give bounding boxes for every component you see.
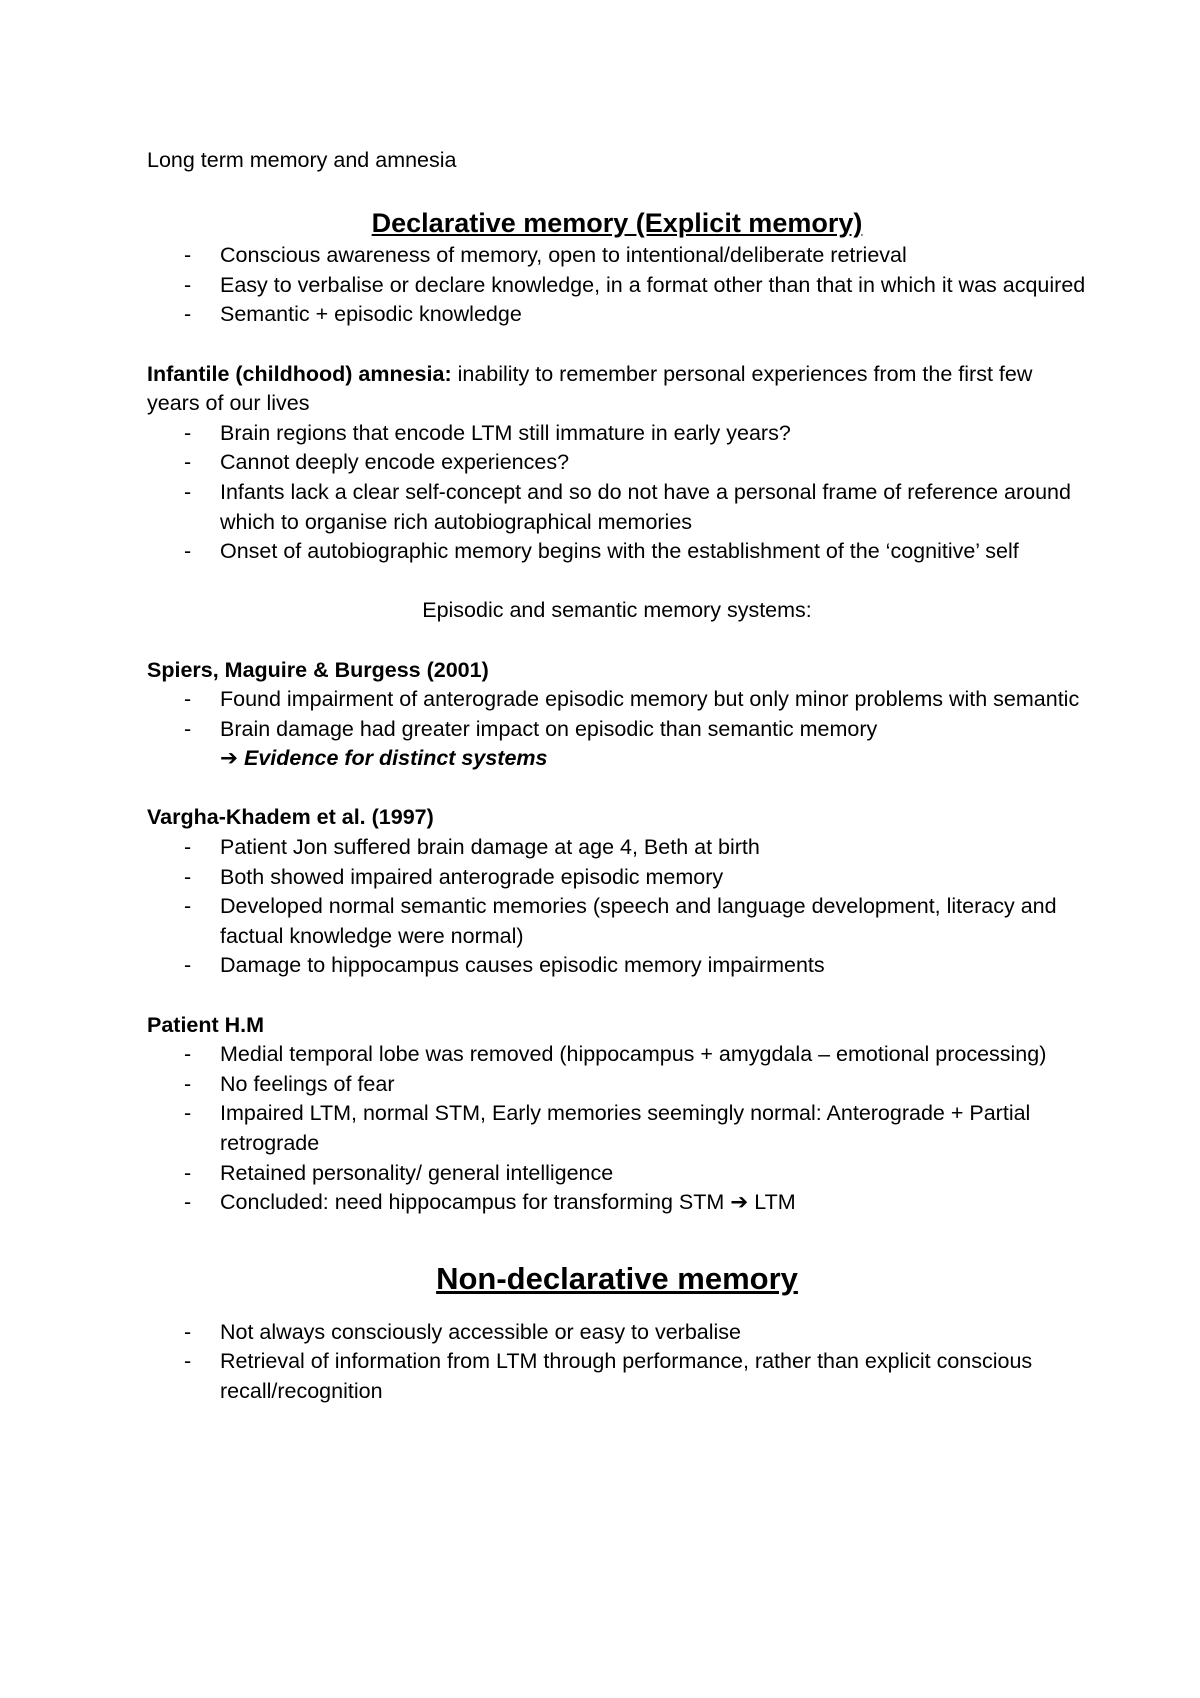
infantile-amnesia-definition: Infantile (childhood) amnesia: inability to remember personal experiences from the first few years of our lives — [147, 361, 1033, 416]
document-body — [147, 146, 1087, 1407]
list-item: - Brain regions that encode LTM still immature in early years? — [184, 420, 791, 445]
nondeclarative-heading: Non-declarative memory — [436, 1260, 798, 1296]
list-item: - No feelings of fear — [184, 1071, 395, 1096]
hm-heading: Patient H.M — [147, 1012, 265, 1037]
document-title: Long term memory and amnesia — [147, 148, 457, 172]
vargha-list — [147, 833, 1087, 981]
list-item: - Cannot deeply encode experiences? — [184, 450, 570, 475]
list-item: - Damage to hippocampus causes episodic memory impairments — [184, 953, 825, 978]
list-item: - Easy to verbalise or declare knowledge, in a format other than that in which it was acquired — [184, 272, 1086, 297]
list-item: - Conscious awareness of memory, open to intentional/deliberate retrieval — [184, 243, 907, 268]
infantile-list — [147, 419, 1087, 567]
list-item: - Infants lack a clear self-concept and so do not have a personal frame of reference around which to organise rich autobiographical memories — [184, 479, 1071, 534]
spiers-heading: Spiers, Maguire & Burgess (2001) — [147, 657, 489, 682]
nondeclarative-list — [147, 1318, 1087, 1407]
list-item: - Onset of autobiographic memory begins with the establishment of the ‘cognitive’ self — [184, 539, 1019, 564]
list-item: - Developed normal semantic memories (speech and language development, literacy and factual knowledge were normal) — [184, 894, 1057, 948]
list-item: - Patient Jon suffered brain damage at age 4, Beth at birth — [184, 835, 760, 860]
list-item: - Retrieval of information from LTM through performance, rather than explicit conscious recall/recognition — [184, 1349, 1033, 1403]
spiers-list — [147, 685, 1087, 744]
systems-subheading: Episodic and semantic memory systems: — [422, 598, 812, 623]
list-item: - Found impairment of anterograde episodic memory but only minor problems with semantic — [184, 687, 1080, 712]
list-item: - Retained personality/ general intelligence — [184, 1160, 614, 1185]
vargha-heading: Vargha-Khadem et al. (1997) — [147, 805, 434, 830]
declarative-list — [147, 241, 1087, 330]
list-item: - Impaired LTM, normal STM, Early memories seemingly normal: Anterograde + Partial retrograde — [184, 1101, 1031, 1155]
list-item: - Concluded: need hippocampus for transforming STM ➔ LTM — [184, 1190, 796, 1215]
spiers-conclusion: ➔ Evidence for distinct systems — [220, 746, 548, 771]
list-item: - Brain damage had greater impact on episodic than semantic memory — [184, 716, 878, 741]
list-item: - Semantic + episodic knowledge — [184, 302, 522, 327]
declarative-heading: Declarative memory (Explicit memory) — [371, 208, 863, 239]
list-item: - Not always consciously accessible or easy to verbalise — [184, 1319, 742, 1344]
hm-list — [147, 1040, 1087, 1218]
infantile-amnesia-term: Infantile (childhood) amnesia: — [147, 361, 452, 386]
list-item: - Medial temporal lobe was removed (hippocampus + amygdala – emotional processing) — [184, 1042, 1047, 1067]
list-item: - Both showed impaired anterograde episodic memory — [184, 864, 724, 889]
